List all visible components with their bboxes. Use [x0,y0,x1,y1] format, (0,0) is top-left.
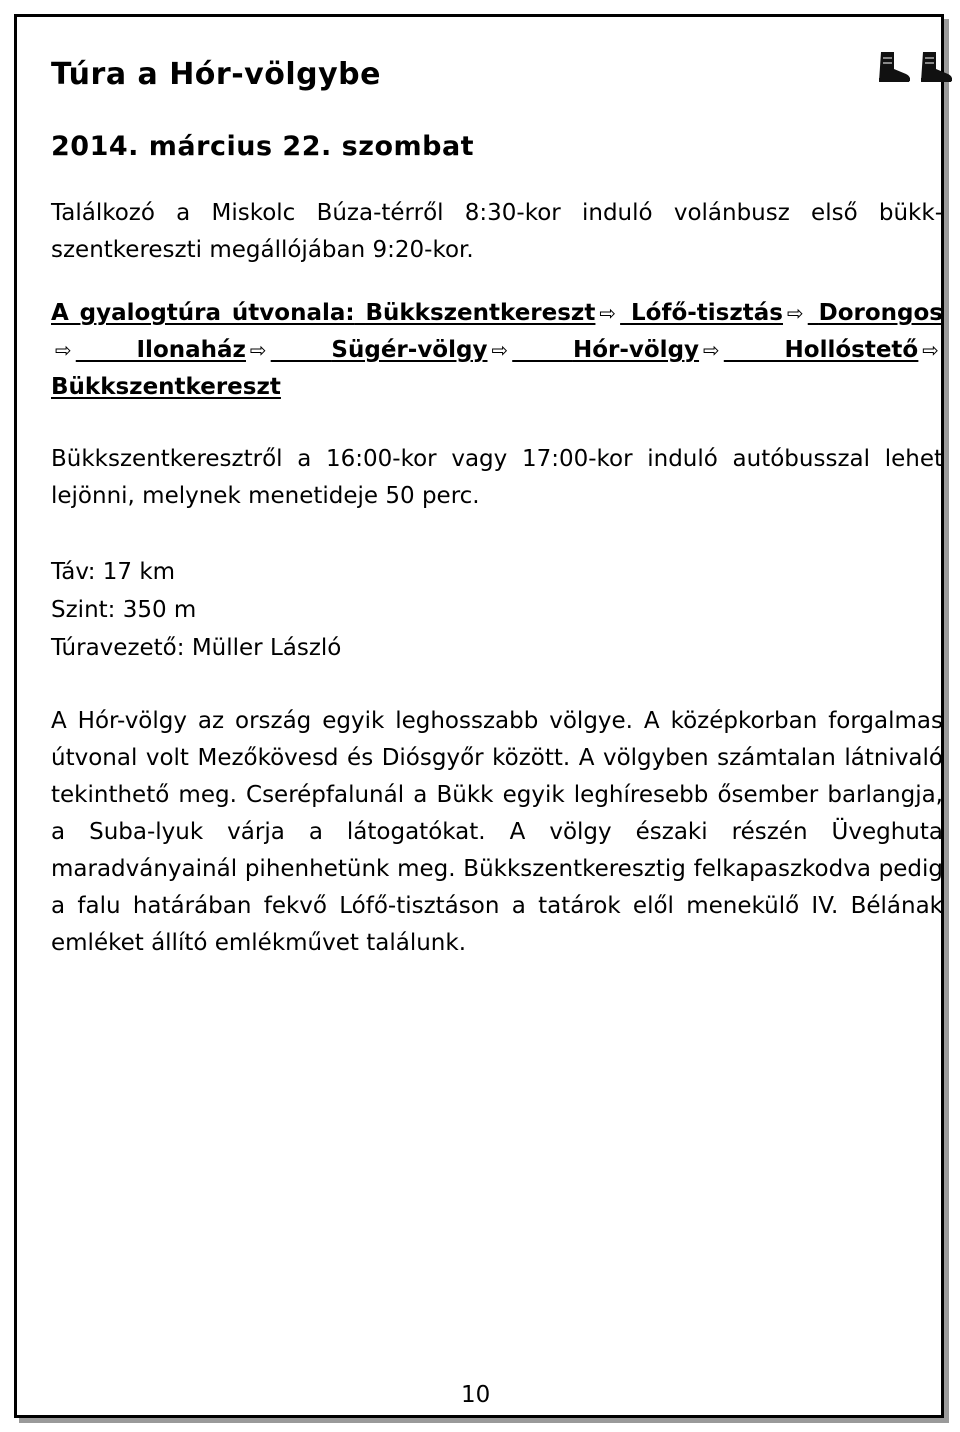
route-stop: Lófő-tisztás [630,300,783,326]
tour-date: 2014. március 22. szombat [51,131,475,162]
route-stop: Bükkszentkereszt [51,374,281,400]
right-arrow-icon: ⇨ [786,301,804,325]
return-info: Bükkszentkeresztről a 16:00-kor vagy 17:00-kor induló autóbusszal lehet lejönni, melynek menetideje 50 perc. [51,446,943,509]
route-label: A gyalogtúra útvonala: [51,300,355,326]
right-arrow-icon: ⇨ [249,338,267,362]
page-number: 10 [461,1382,491,1408]
page-frame [14,14,944,1418]
hiking-boots-icon [877,50,960,84]
valley-description: A Hór-völgy az ország egyik leghosszabb völgye. A középkorban forgalmas útvonal volt Mezőkövesd és Diósgyőr között. A völgyben számtalan látnivaló tekinthető meg. Cserépfalunál a Bükk egyik leghíresebb ősember barlangja, a Suba-lyuk várja a látogatókat. A völgy északi részén Üveghuta maradványainál pihenhetünk meg. Bükkszentkeresztig felkapaszkodva pedig a falu határában fekvő Lófő-tisztáson a tatárok elől menekülő IV. Bélának emléket állító emlékművet találunk. [51,708,943,956]
right-arrow-icon: ⇨ [491,338,509,362]
distance: Táv: 17 km [51,559,176,585]
route-description [51,295,943,406]
route-stop: Dorongos [818,300,943,326]
page-title: Túra a Hór-völgybe [51,57,381,92]
right-arrow-icon: ⇨ [922,338,939,362]
meeting-info: Találkozó a Miskolc Búza-térről 8:30-kor induló volánbusz első bükk-szentkereszti megállójában 9:20-kor. [51,200,943,263]
route-stop: Hollóstető [784,337,919,363]
route-stop: Hór-völgy [572,337,700,363]
right-arrow-icon: ⇨ [55,338,72,362]
tour-stats [51,553,341,667]
route-stop: Sügér-völgy [331,337,488,363]
right-arrow-icon: ⇨ [703,338,720,362]
route-stop: Ilonaház [136,337,246,363]
right-arrow-icon: ⇨ [599,301,617,325]
elevation: Szint: 350 m [51,597,197,623]
tour-guide: Túravezető: Müller László [51,635,342,661]
route-stop: Bükkszentkereszt [365,300,596,326]
